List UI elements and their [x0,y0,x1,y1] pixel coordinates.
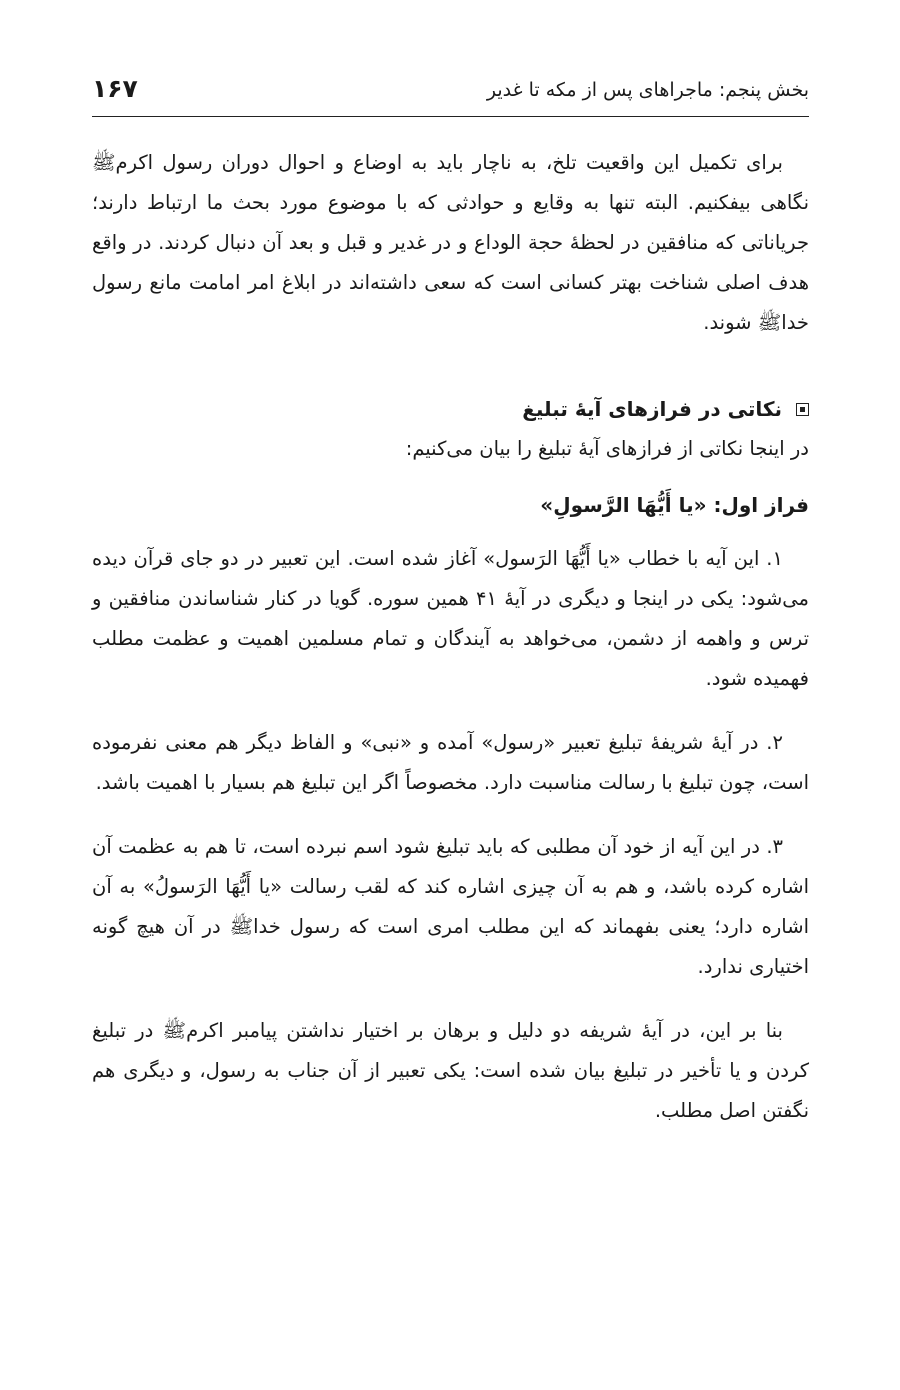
point-3: ۳. در این آیه از خود آن مطلبی که باید تبلیغ شود اسم نبرده است، تا هم به عظمت آن اشاره کرده باشد، و هم به آن چیزی اشاره کند که لقب رسالت «یا أَیُّهَا الرَسولُ» به آن اشاره دارد؛ یعنی بفهماند که این مطلب امری است که رسول خداﷺ در آن هیچ گونه اختیاری ندارد. [92,835,809,978]
page-body [92,143,809,1131]
conclusion-paragraph: بنا بر این، در آیهٔ شریفه دو دلیل و برهان بر اختیار نداشتن پیامبر اکرمﷺ در تبلیغ کردن و یا تأخیر در تبلیغ بیان شده است: یکی تعبیر از آن جناب به رسول، و دیگری هم نگفتن اصل مطلب. [92,1019,809,1122]
section-title: نکاتی در فرازهای آیهٔ تبلیغ [522,397,782,421]
book-page [92,0,809,1390]
header-rule [92,116,809,117]
section-heading [92,389,809,429]
point-2: ۲. در آیهٔ شریفهٔ تبلیغ تعبیر «رسول» آمده و «نبی» و الفاظ دیگر هم معنی نفرموده است، چون تبلیغ با رسالت مناسبت دارد. مخصوصاً اگر این تبلیغ هم بسیار با اهمیت باشد. [92,731,809,794]
point-1: ۱. این آیه با خطاب «یا أَیُّهَا الرَسول» آغاز شده است. این تعبیر در دو جای قرآن دیده می‌شود: یکی در اینجا و دیگری در آیهٔ ۴۱ همین سوره. گویا در کنار شناساندن منافقین و ترس و واهمه از دشمن، می‌خواهد به آیندگان و تمام مسلمین اهمیت و عظمت مطلب فهمیده شود. [92,547,809,690]
section-intro: در اینجا نکاتی از فرازهای آیهٔ تبلیغ را بیان می‌کنیم: [405,437,809,460]
subheading-first-phrase: فراز اول: «یا أَیُّهَا الرَّسولِ» [540,493,809,517]
chapter-title: بخش پنجم: ماجراهای پس از مکه تا غدیر [486,79,809,101]
square-bullet-icon [796,403,809,416]
running-header [92,68,809,104]
intro-paragraph: برای تکمیل این واقعیت تلخ، به ناچار باید به اوضاع و احوال دوران رسول اکرمﷺ نگاهی بیفکنیم. البته تنها به وقایع و حوادثی که با موضوع مورد بحث ما ارتباط دارند؛ جریاناتی که منافقین در لحظهٔ حجة الوداع و در غدیر و قبل و بعد آن دنبال کردند. در واقع هدف اصلی شناخت بهتر کسانی است که سعی داشته‌اند در ابلاغ امر امامت مانع رسول خداﷺ شوند. [92,151,809,334]
page-number: ۱۶۷ [92,74,138,103]
